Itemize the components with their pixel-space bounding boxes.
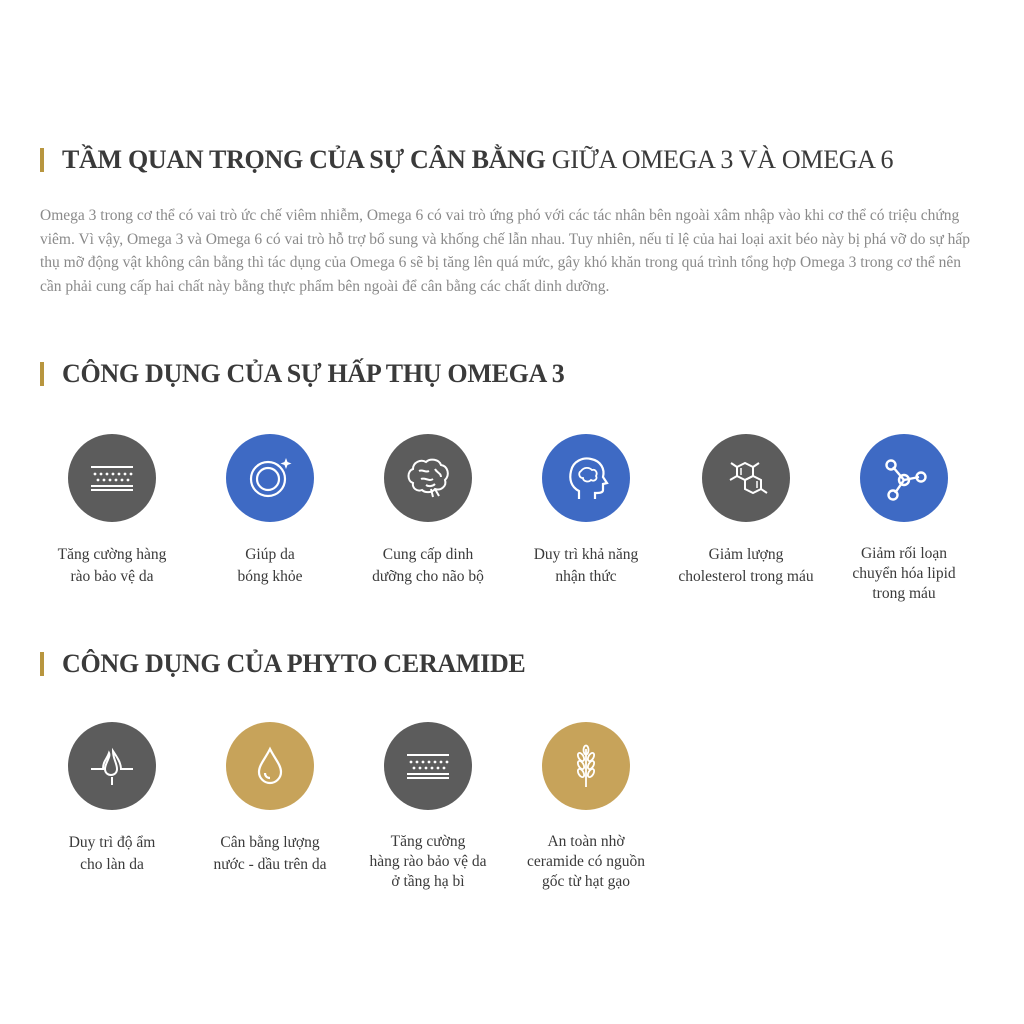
benefit-item-brain-nutrition [348,434,508,588]
ceramide-item-water-oil-balance [190,722,350,876]
label-line: Cung cấp dinh [382,546,474,563]
benefit-item-cholesterol [666,434,826,588]
ceramide-item-moisture [32,722,192,876]
label-line: trong máu [872,585,936,602]
label-line: cholesterol trong máu [678,568,814,585]
label-line: Giảm rối loạn [860,545,948,562]
label-line: cho làn da [80,856,144,873]
skin-barrier-icon [68,434,156,522]
label-line: dưỡng cho não bộ [372,568,484,585]
head-cognition-icon [542,434,630,522]
molecule-node-icon [860,434,948,522]
label-line: chuyển hóa lipid [852,565,956,582]
brain-icon [384,434,472,522]
omega-balance-paragraph: Omega 3 trong cơ thể có vai trò ức chế viêm nhiễm, Omega 6 có vai trò ứng phó với các tác nhân bên ngoài xâm nhập vào khi cơ thể có triệu chứng viêm. Vì vậy, Omega 3 và Omega 6 có vai trò hỗ trợ bổ sung và khống chế lẫn nhau. Tuy nhiên, nếu tỉ lệ của hai loại axit béo này bị phá vỡ do sự hấp thụ mỡ động vật không cân bằng thì tác dụng của Omega 6 sẽ bị tăng lên quá mức, gây khó khăn trong quá trình tổng hợp Omega 3 trong cơ thể nên cần phải cung cấp hai chất này bằng thực phẩm bên ngoài để cân bằng các chất dinh dưỡng. [40,207,971,295]
title-text: CÔNG DỤNG CỦA SỰ HẤP THỤ OMEGA 3 [62,359,565,388]
skin-moisture-icon [68,722,156,810]
section-title-omega3-benefits [40,358,565,390]
label-line: Tăng cường [390,833,466,850]
ceramide-item-skin-barrier [348,722,508,892]
label-line: Giúp da [245,546,295,563]
label-line: nước - dầu trên da [213,856,327,873]
benefit-item-glowing-skin [190,434,350,588]
title-accent-bar [40,148,44,172]
skin-barrier-icon [384,722,472,810]
label-line: ceramide có nguồn [527,853,645,870]
label-line: Duy trì khả năng [533,546,639,563]
section-title-omega-balance [40,144,893,176]
label-line: rào bảo vệ da [70,568,154,585]
water-drop-icon [226,722,314,810]
label-line: ở tầng hạ bì [391,873,465,890]
label-line: Cân bằng lượng [220,834,320,851]
label-line: Tăng cường hàng [57,546,167,563]
glowing-skin-icon [226,434,314,522]
label-line: gốc từ hạt gạo [541,873,631,890]
label-line: Giảm lượng [708,546,784,563]
label-line: hàng rào bảo vệ da [369,853,487,870]
title-accent-bar [40,652,44,676]
label-line: bóng khỏe [237,568,303,585]
label-line: Duy trì độ ẩm [68,834,156,851]
label-line: An toàn nhờ [547,833,625,850]
ceramide-item-rice-origin [506,722,666,892]
benefit-item-cognition [506,434,666,588]
molecule-ring-icon [702,434,790,522]
benefit-item-skin-barrier [32,434,192,588]
title-text: CÔNG DỤNG CỦA PHYTO CERAMIDE [62,649,526,678]
title-accent-bar [40,362,44,386]
benefit-item-lipid-metabolism [824,434,984,604]
section-title-phyto-ceramide [40,648,525,680]
title-light-part: GIỮA OMEGA 3 VÀ OMEGA 6 [545,145,894,174]
label-line: nhận thức [555,568,617,585]
title-bold-part: TẦM QUAN TRỌNG CỦA SỰ CÂN BẰNG [62,145,546,174]
rice-grain-icon [542,722,630,810]
